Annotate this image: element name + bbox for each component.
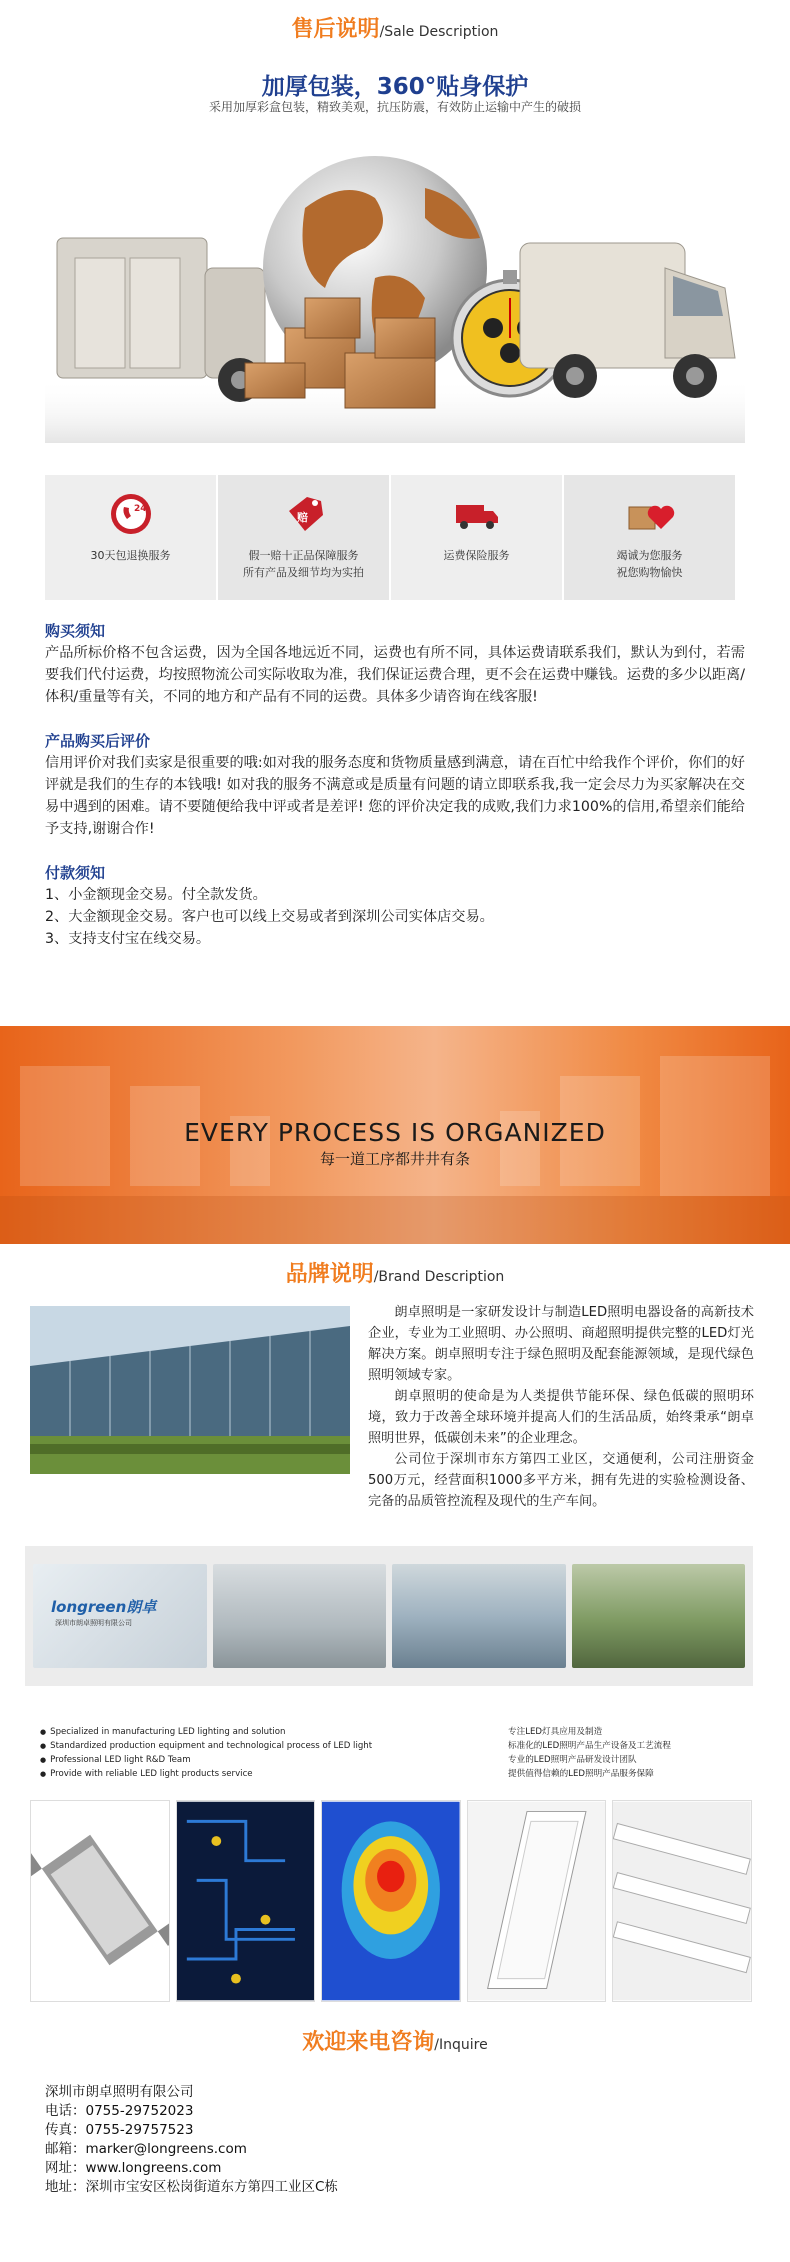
feature-list-en: [40, 1725, 372, 1781]
sale-title-en: Sale Description: [384, 24, 499, 40]
payment-line: 3、支持支付宝在线交易。: [45, 931, 211, 947]
circuit-board-photo: [176, 1800, 316, 2002]
feature-item-cn: 专注LED灯具应用及制造: [508, 1727, 603, 1737]
purchase-notice-block: [45, 620, 745, 708]
svg-text:24: 24: [133, 504, 147, 514]
service-item-genuine: [218, 475, 391, 600]
gift-box-heart-icon: [625, 489, 675, 539]
email-address[interactable]: 邮箱：marker@longreens.com: [45, 2141, 247, 2157]
left-delivery-truck: [57, 238, 265, 402]
brand-paragraph: 朗卓照明是一家研发设计与制造LED照明电器设备的高新技术企业，专业为工业照明、办公照明、商超照明提供完整的LED灯光解决方案。朗卓照明专注于绿色照明及配套能源领域，是现代绿色照明领域专家。: [368, 1305, 754, 1383]
phone-number: 电话：0755-29752023: [45, 2103, 194, 2119]
purchase-notice-heading: 购买须知: [45, 622, 106, 640]
brand-title-cn: 品牌说明: [285, 1262, 374, 1287]
24h-return-icon: [106, 489, 156, 539]
brand-description-text: [368, 1302, 754, 1512]
service-item-shipping-insurance: [391, 475, 564, 600]
sale-title-cn: 售后说明: [291, 17, 380, 42]
contact-info: [45, 2083, 338, 2197]
reception-logo-wall-photo: [33, 1564, 207, 1668]
shipping-hero-illustration: [45, 148, 745, 443]
logo-wall-company: 深圳市朗卓照明有限公司: [55, 1619, 132, 1627]
purchase-notes: [45, 620, 745, 972]
purchase-notice-body: 产品所标价格不包含运费，因为全国各地远近不同，运费也有所不同，具体运费请联系我们，默认为到付，若需要我们代付运费，均按照物流公司实际收取为准，我们保证运费合理，更不会在运费中赚钱。运费的多少以距离/体积/重量等有关，不同的地方和产品有不同的运费。具体多少请咨询在线客服!: [45, 645, 745, 705]
sale-title-sep: /: [379, 24, 385, 40]
payment-notice-heading: 付款须知: [45, 864, 106, 882]
led-tube-photo: [612, 1800, 752, 2002]
feature-item-cn: 标准化的LED照明产品生产设备及工艺流程: [508, 1741, 671, 1751]
packaging-subline: 采用加厚彩盒包装，精致美观，抗压防震，有效防止运输中产生的破损: [208, 100, 581, 114]
inquire-section-title: [0, 2025, 790, 2056]
fax-number: 传真：0755-29757523: [45, 2122, 194, 2138]
feature-item-cn: 专业的LED照明产品研发设计团队: [508, 1755, 637, 1765]
feature-item-cn: 提供值得信赖的LED照明产品服务保障: [508, 1769, 654, 1779]
banner-title: EVERY PROCESS IS ORGANIZED: [184, 1118, 606, 1147]
brand-title-en: Brand Description: [378, 1269, 505, 1285]
packaging-headline: 加厚包装，360°贴身保护: [261, 74, 529, 100]
brand-section-title: [0, 1257, 790, 1288]
production-workshop-photo: [572, 1564, 746, 1668]
feature-item-en: ● Standardized production equipment and technological process of LED light: [40, 1739, 372, 1753]
brand-paragraph: 朗卓照明的使命是为人类提供节能环保、绿色低碳的照明环境，致力于改善全球环境并提高人们的生活品质，始终秉承“朗卓照明世界，低碳创未来”的企业理念。: [368, 1389, 754, 1446]
logo-wall-brand: longreen朗卓: [51, 1598, 157, 1616]
feature-item-en: ● Professional LED light R&D Team: [40, 1753, 372, 1767]
feature-list-cn: [508, 1725, 671, 1781]
service-label-support: 竭诚为您服务 祝您购物愉快: [616, 549, 683, 579]
brand-title-sep: /: [373, 1269, 379, 1285]
assembly-line-photo: [213, 1564, 387, 1668]
exploded-fixture-photo: [30, 1800, 170, 2002]
brand-paragraph: 公司位于深圳市东方第四工业区，交通便利，公司注册资金500万元，经营面积1000多平方米，拥有先进的实验检测设备、完备的品质管控流程及现代的生产车间。: [368, 1452, 754, 1509]
review-notice-heading: 产品购买后评价: [45, 732, 151, 750]
service-label-shipping-insurance: 运费保险服务: [443, 549, 510, 562]
svg-text:赔: 赔: [296, 511, 308, 524]
review-notice-block: [45, 730, 745, 840]
feature-item-en: ● Specialized in manufacturing LED lighting and solution: [40, 1725, 372, 1739]
service-label-return: 30天包退换服务: [90, 549, 171, 562]
payment-notice-block: [45, 862, 745, 950]
factory-photo-strip: [25, 1546, 753, 1686]
company-building-photo: [30, 1306, 350, 1474]
process-banner: [0, 1026, 790, 1244]
inquire-title-en: Inquire: [439, 2037, 488, 2053]
service-guarantees: [45, 475, 735, 600]
inquire-title-sep: /: [434, 2037, 439, 2053]
thermal-imaging-photo: [321, 1800, 461, 2002]
payment-line: 2、大金额现金交易。客户也可以线上交易或者到深圳公司实体店交易。: [45, 909, 494, 925]
service-item-support: [564, 475, 735, 600]
service-item-return: [45, 475, 218, 600]
review-notice-body: 信用评价对我们卖家是很重要的哦:如对我的服务态度和货物质量感到满意，请在百忙中给我作个评价，你们的好评就是我们的生存的本钱哦! 如对我的服务不满意或是质量有问题的请立即联系我,我一定会尽力为买家解决在交易中遇到的困难。请不要随便给我中评或者是差评! 您的评价决定我的成败,我们力求100%的信用,希望亲们能给予支持,谢谢合作!: [45, 755, 745, 837]
product-image-row: [30, 1800, 752, 2002]
test-lab-photo: [392, 1564, 566, 1668]
panel-light-photo: [467, 1800, 607, 2002]
service-label-genuine: 假一赔十正品保障服务 所有产品及细节均为实拍: [243, 549, 364, 579]
website-link[interactable]: 网址：www.longreens.com: [45, 2160, 222, 2176]
inquire-title-cn: 欢迎来电咨询: [302, 2030, 435, 2055]
street-address: 地址：深圳市宝安区松岗街道东方第四工业区C栋: [45, 2179, 338, 2195]
banner-subtitle: 每一道工序都井井有条: [319, 1150, 470, 1168]
sale-section-title: [0, 12, 790, 43]
delivery-truck-icon: [452, 489, 502, 539]
company-name: 深圳市朗卓照明有限公司: [45, 2084, 194, 2100]
fake-one-pay-ten-tag-icon: [279, 489, 329, 539]
payment-line: 1、小金额现金交易。付全款发货。: [45, 887, 267, 903]
feature-item-en: ● Provide with reliable LED light products service: [40, 1767, 372, 1781]
